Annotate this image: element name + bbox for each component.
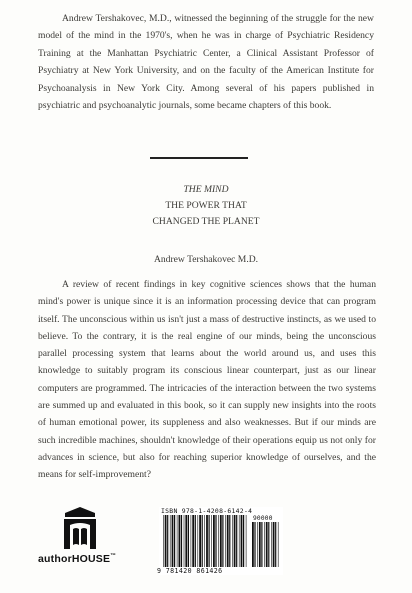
author-bio: Andrew Tershakovec, M.D., witnessed the beginning of the struggle for the new model of the mind in the 1970's, when he was in charge of Psychiatric Residency Training at the Manhattan Psychiatric Center, a Clinical Assistant Professor of Psychiatry at New York University, and on the faculty of the American Institute for Psychoanalysis in New York City. Among several of his papers published in psychiatric and psychoanalytic journals, some became chapters of this book. — [38, 13, 374, 112]
book-title — [0, 182, 412, 230]
title-line-1: THE MIND — [183, 184, 229, 195]
divider-rule — [150, 157, 248, 159]
title-line-3: CHANGED THE PLANET — [152, 216, 260, 227]
publisher-name: authorHOUSE™ — [38, 553, 116, 565]
barcode-icon — [163, 515, 247, 567]
price-code-text: 90000 — [253, 515, 273, 522]
ean-number: 9 781420 861426 — [157, 567, 223, 575]
title-line-2: THE POWER THAT — [165, 200, 247, 211]
book-description: A review of recent findings in key cognitive sciences shows that the human mind's power is unique since it is an information processing device that can program itself. The unconscious within us isn't just a mass of destructive instincts, as we used to believe. To the contrary, it is the real engine of our minds, being the unconscious parallel processing system that learns about the world around us, and uses this knowledge to suitably program its conscious linear counterpart, just as our linear computers are programmed. The intricacies of the interaction between the two systems are summed up and evaluated in this book, so it can supply new insights into the roots of human emotional power, its suppleness and also weaknesses. But if our minds are such incredible machines, shouldn't knowledge of their operations equip us not only for advances in science, but also for reaching superior knowledge of ourselves, and the means for self-improvement? — [38, 279, 376, 481]
isbn-text: ISBN 978-1-4208-6142-4 — [161, 507, 253, 515]
price-barcode-icon — [252, 522, 280, 567]
author-name: Andrew Tershakovec M.D. — [153, 254, 259, 265]
